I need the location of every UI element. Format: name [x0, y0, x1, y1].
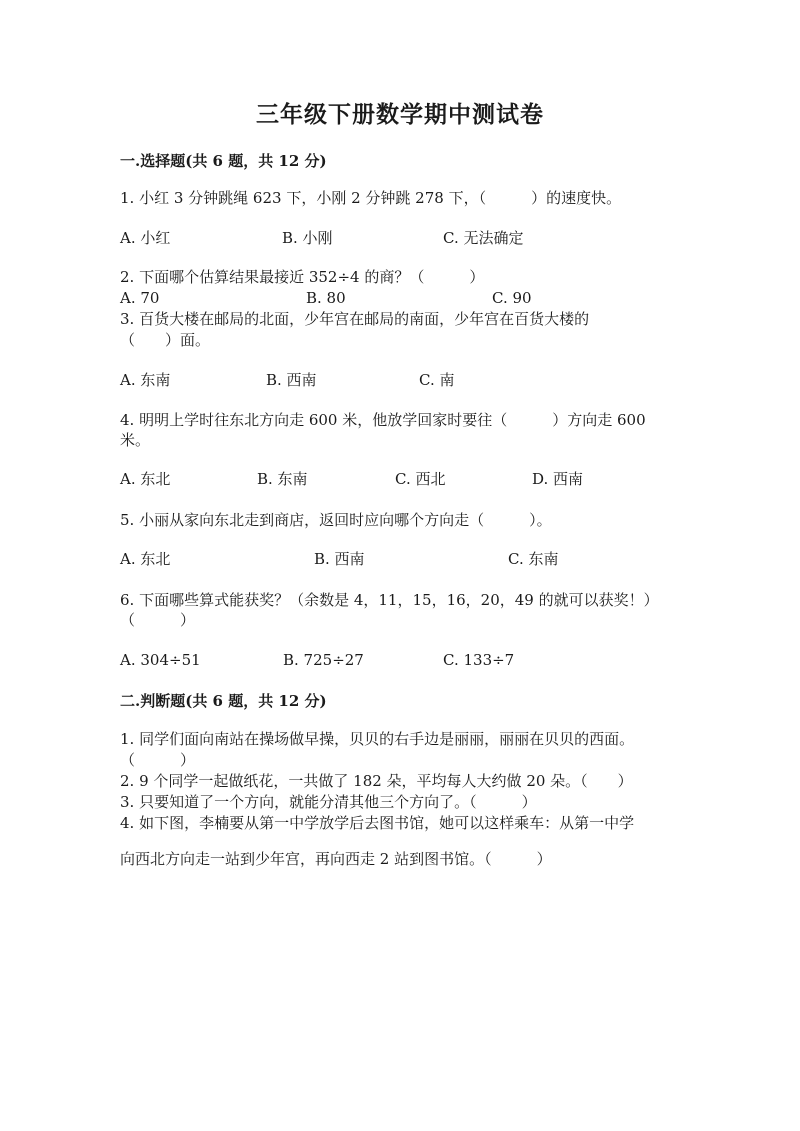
option-c: C. 133÷7 — [443, 651, 515, 669]
option-d: D. 西南 — [532, 470, 584, 488]
question-text: 5. 小丽从家向东北走到商店，返回时应向哪个方向走（ ）。 — [120, 511, 552, 529]
option-c: C. 西北 — [395, 470, 446, 488]
question-text: 向西北方向走一站到少年宫，再向西走 2 站到图书馆。（ ） — [120, 850, 552, 868]
option-a: A. 东南 — [120, 371, 171, 389]
option-a: A. 304÷51 — [120, 651, 201, 669]
option-a: A. 东北 — [120, 470, 171, 488]
option-b: B. 小刚 — [282, 229, 333, 247]
option-b: B. 西南 — [314, 550, 365, 568]
question-text: 2. 9 个同学一起做纸花，一共做了 182 朵，平均每人大约做 20 朵。（ ） — [120, 772, 633, 790]
question-text: 1. 同学们面向南站在操场做早操，贝贝的右手边是丽丽，丽丽在贝贝的西面。 — [120, 730, 635, 748]
page-title: 三年级下册数学期中测试卷 — [256, 101, 544, 128]
option-b: B. 80 — [306, 289, 346, 307]
option-c: C. 东南 — [508, 550, 559, 568]
option-b: B. 东南 — [257, 470, 308, 488]
option-b: B. 725÷27 — [283, 651, 364, 669]
option-c: C. 90 — [492, 289, 532, 307]
question-text: （ ） — [120, 611, 196, 629]
question-text: 1. 小红 3 分钟跳绳 623 下，小刚 2 分钟跳 278 下，（ ）的速度快。 — [120, 189, 622, 207]
question-text: 4. 如下图，李楠要从第一中学放学后去图书馆，她可以这样乘车：从第一中学 — [120, 814, 635, 832]
question-text: （ ）面。 — [120, 331, 211, 349]
question-text: 米。 — [120, 431, 151, 449]
option-c: C. 南 — [419, 371, 455, 389]
question-text: 6. 下面哪些算式能获奖？（余数是 4，11，15，16，20，49 的就可以获奖！） — [120, 591, 659, 609]
option-c: C. 无法确定 — [443, 229, 524, 247]
question-text: 3. 百货大楼在邮局的北面，少年宫在邮局的南面，少年宫在百货大楼的 — [120, 310, 590, 328]
option-a: A. 70 — [120, 289, 160, 307]
option-b: B. 西南 — [266, 371, 317, 389]
question-text: 2. 下面哪个估算结果最接近 352÷4 的商？（ ） — [120, 268, 485, 286]
section-heading-judgment: 二.判断题(共 6 题，共 12 分) — [120, 692, 327, 710]
section-heading-choice: 一.选择题(共 6 题，共 12 分) — [120, 152, 327, 170]
question-text: 4. 明明上学时往东北方向走 600 米，他放学回家时要往（ ）方向走 600 — [120, 411, 646, 429]
question-text: （ ） — [120, 751, 196, 769]
option-a: A. 小红 — [120, 229, 171, 247]
option-a: A. 东北 — [120, 550, 171, 568]
question-text: 3. 只要知道了一个方向，就能分清其他三个方向了。（ ） — [120, 793, 537, 811]
